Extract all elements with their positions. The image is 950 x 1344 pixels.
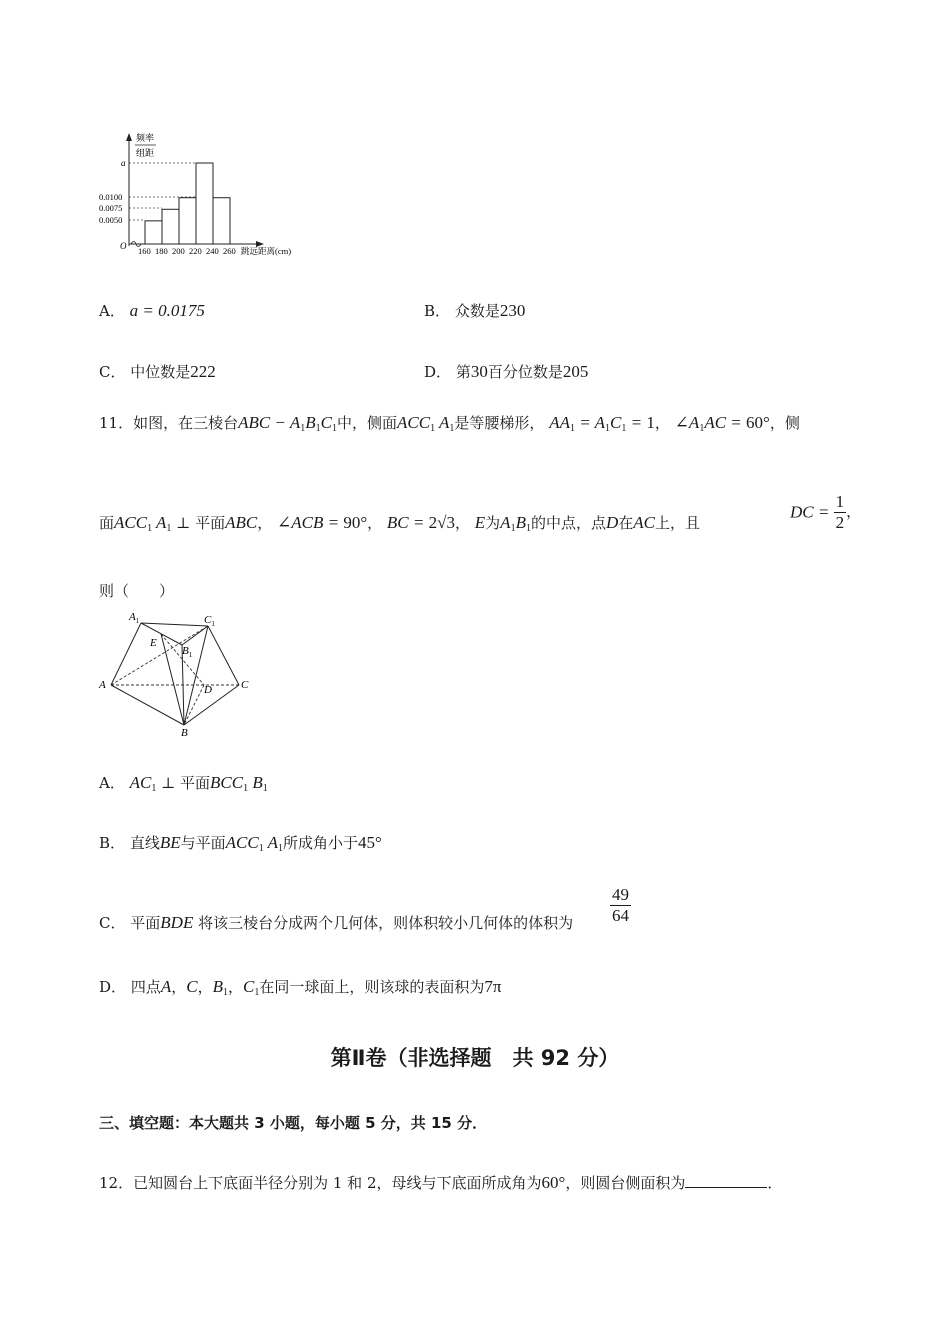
histogram-bar-2 [162, 209, 179, 244]
x-tick-200: 200 [172, 246, 185, 256]
x-tick-180: 180 [155, 246, 168, 256]
label-c1: $C_1$ [204, 614, 215, 628]
histogram-bar-4 [196, 163, 213, 244]
origin-label: O [120, 241, 127, 251]
y-tick-0100: 0.0100 [99, 192, 123, 202]
frequency-histogram [98, 128, 318, 260]
x-tick-260: 260 [223, 246, 236, 256]
label-a: A [99, 679, 106, 691]
q11-stem-line1: 11．如图，在三棱台ABC − $A_1B_1C_1$中，侧面$ACC_1$ $A_1$是等腰梯形， $AA_1 = A_1C_1 = 1$， $\angle A_1AC = 60^\circ$，侧 [99, 413, 800, 434]
label-b1: $B_1$ [182, 645, 193, 659]
y-tick-0050: 0.0050 [99, 215, 123, 225]
label-d: D [204, 684, 212, 696]
part2-title: 第Ⅱ卷（非选择题 共 92 分） [330, 1046, 620, 1070]
q10-option-c: C． 中位数是222 [99, 362, 216, 381]
q11-stem-line2: 面$ACC_1$ $A_1$ ⊥ 平面ABC， ∠ACB = 90°， BC = 2√3， E为$A_1B_1$的中点，点D在AC上，且 [99, 513, 701, 534]
histogram-bar-5 [213, 198, 230, 244]
label-a1: $A_1$ [129, 611, 140, 625]
q10-option-b: B． 众数是230 [424, 301, 526, 320]
y-axis-arrow [126, 133, 132, 141]
label-c: C [241, 679, 249, 691]
section3-heading: 三、填空题：本大题共 3 小题，每小题 5 分，共 15 分． [99, 1114, 488, 1132]
x-tick-240: 240 [206, 246, 219, 256]
histogram-bar-1 [145, 221, 162, 244]
q10-option-d: D． 第30百分位数是205 [424, 362, 589, 381]
q11-dc-equation: DC = $\frac{1}{2}$ ， [790, 492, 862, 532]
y-tick-a: a [121, 158, 126, 168]
ylabel-bottom: 组距 [136, 148, 155, 158]
ylabel-top: 频率 [136, 133, 155, 143]
q11-option-b: B． 直线BE与平面$ACC_1$ $A_1$所成角小于45° [99, 833, 382, 854]
x-axis-label: 跳远距离(cm) [241, 246, 292, 256]
histogram-bar-3 [179, 198, 196, 244]
q11-option-a: A． $AC_1$ ⊥ 平面$BCC_1$ $B_1$ [99, 773, 268, 794]
q10-option-a: A． a = 0.0175 [99, 301, 205, 320]
q11-option-d: D． 四点A，C，$B_1$，$C_1$在同一球面上，则该球的表面积为7π [99, 977, 502, 998]
label-b: B [181, 727, 188, 739]
q11-then: 则（ ） [99, 582, 175, 600]
q11-option-c: C． 平面BDE 将该三棱台分成两个几何体，则体积较小几何体的体积为 [99, 913, 574, 932]
x-tick-160: 160 [138, 246, 151, 256]
label-e: E [150, 637, 157, 649]
q12-answer-blank[interactable] [685, 1173, 767, 1188]
frustum-figure [98, 608, 258, 740]
y-tick-0075: 0.0075 [99, 203, 123, 213]
q12-stem: 12．已知圆台上下底面半径分别为 1 和 2，母线与下底面所成角为60°，则圆台侧面积为 ． [99, 1173, 783, 1192]
x-tick-220: 220 [189, 246, 202, 256]
q11-option-c-fraction: $\frac{49}{64}$ [612, 885, 629, 925]
